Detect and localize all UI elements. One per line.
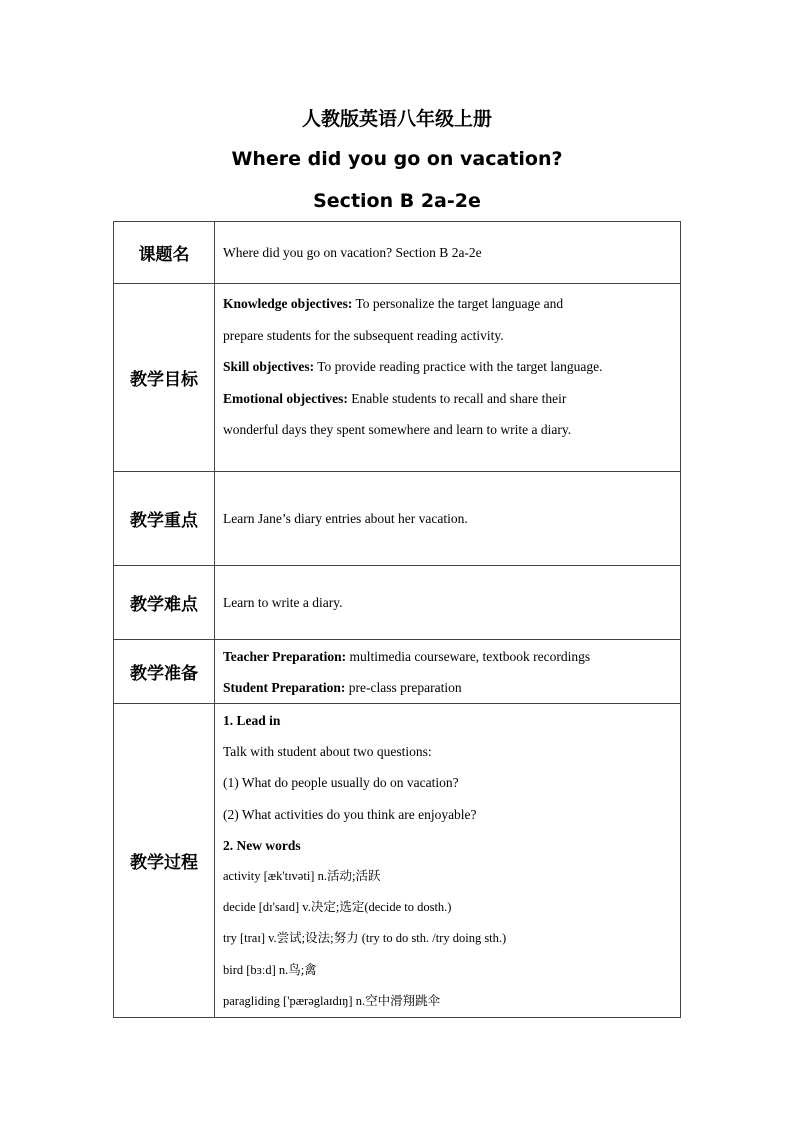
lesson-plan-table: [113, 221, 681, 1018]
knowledge-objectives-cont: prepare students for the subsequent reading activity.: [223, 327, 504, 343]
skill-objectives-label: Skill objectives:: [223, 359, 315, 374]
teacher-preparation: [223, 641, 674, 672]
lesson-title: Where did you go on vacation?: [231, 148, 563, 170]
emotional-objectives-label: Emotional objectives:: [223, 390, 348, 406]
difficulties-label: 教学难点: [114, 566, 215, 640]
teacher-preparation-text: multimedia courseware, textbook recordings: [346, 648, 591, 664]
step-new-words: 2. New words: [223, 837, 301, 853]
knowledge-objectives-text: To personalize the target language and: [352, 296, 564, 311]
teacher-preparation-label: Teacher Preparation:: [223, 648, 347, 664]
preparation-content: [215, 640, 681, 704]
document-title: 人教版英语八年级上册: [301, 108, 492, 130]
question-1: (1) What do people usually do on vacation?: [223, 775, 459, 791]
emotional-objectives: [223, 383, 674, 415]
knowledge-objectives-label: Knowledge objectives:: [223, 296, 353, 311]
preparation-row: [114, 640, 681, 704]
word-activity: activity [æk'tɪvəti] n.活动;活跃: [223, 869, 381, 884]
objectives-row: [114, 284, 681, 472]
topic-label: 课题名: [114, 222, 215, 284]
emotional-objectives-cont: wonderful days they spent somewhere and learn to write a diary.: [223, 422, 572, 437]
topic-content: [215, 222, 681, 284]
key-points-content: [215, 472, 681, 566]
difficulties-content: [215, 566, 681, 640]
process-row: [114, 704, 681, 1018]
skill-objectives-text: To provide reading practice with the target language.: [314, 359, 603, 374]
emotional-objectives-text: Enable students to recall and share their: [347, 390, 567, 406]
question-2: (2) What activities do you think are enjoyable?: [223, 806, 477, 822]
topic-row: [114, 222, 681, 284]
difficulties-row: [114, 566, 681, 640]
step-lead-in: 1. Lead in: [223, 713, 281, 728]
word-decide: decide [dɪ'saɪd] v.决定;选定(decide to dosth.): [223, 900, 452, 915]
student-preparation: [223, 672, 674, 703]
skill-objectives: [223, 351, 674, 383]
key-points-row: [114, 472, 681, 566]
word-try: try [traɪ] v.尝试;设法;努力 (try to do sth. /try doing sth.): [223, 931, 507, 946]
section-title: Section B 2a-2e: [313, 190, 481, 212]
difficulties-text: Learn to write a diary.: [223, 594, 343, 610]
talk-intro: Talk with student about two questions:: [223, 744, 432, 760]
process-label: 教学过程: [114, 704, 215, 1018]
word-paragliding: paragliding ['pærəglaɪdɪŋ] n.空中滑翔跳伞: [223, 993, 441, 1008]
objectives-content: [215, 284, 681, 472]
objectives-label: 教学目标: [114, 284, 215, 472]
preparation-label: 教学准备: [114, 640, 215, 704]
student-preparation-label: Student Preparation:: [223, 679, 346, 695]
student-preparation-text: pre-class preparation: [345, 679, 462, 695]
key-points-label: 教学重点: [114, 472, 215, 566]
process-content: [215, 704, 681, 1018]
topic-text: Where did you go on vacation? Section B 2a-2e: [223, 244, 482, 260]
word-bird: bird [bɜːd] n.鸟;禽: [223, 962, 317, 977]
knowledge-objectives: [223, 288, 674, 320]
key-points-text: Learn Jane’s diary entries about her vacation.: [223, 510, 468, 526]
